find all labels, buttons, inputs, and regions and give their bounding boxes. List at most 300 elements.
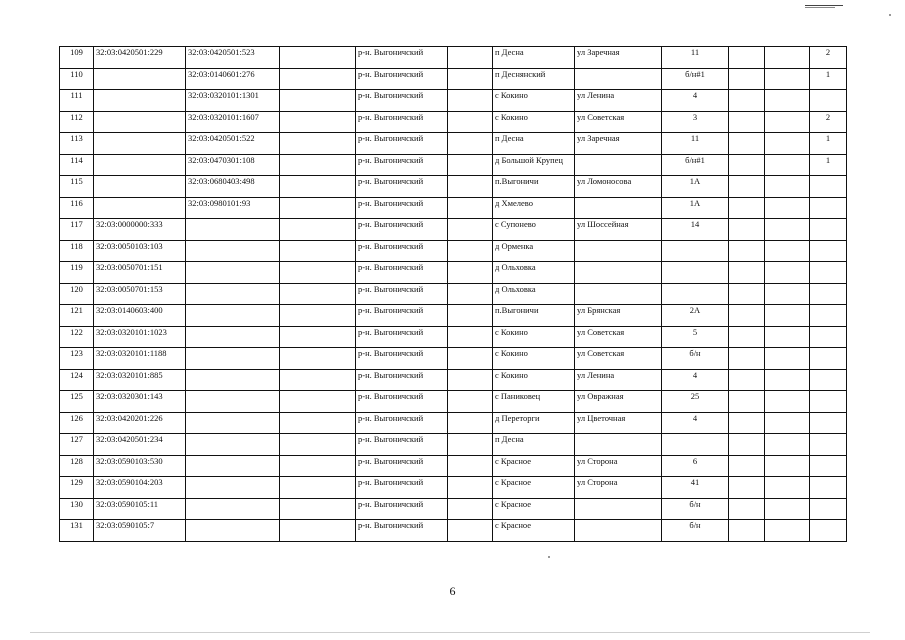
cadastral-number-cell: 32:03:0320101:1023 — [94, 326, 186, 348]
empty-cell — [448, 520, 493, 542]
table-row — [60, 240, 847, 262]
empty-cell — [765, 434, 810, 456]
house-number-cell: 11 — [662, 133, 729, 155]
quantity-cell — [810, 391, 847, 413]
table-row — [60, 348, 847, 370]
empty-cell — [765, 520, 810, 542]
empty-cell — [448, 68, 493, 90]
cadastral-number-cell: 32:03:0590105:11 — [94, 498, 186, 520]
row-number-cell: 124 — [60, 369, 94, 391]
settlement-cell: п.Выгоничи — [493, 176, 575, 198]
settlement-cell: п.Выгоничи — [493, 305, 575, 327]
district-cell: р-н. Выгоничский — [356, 154, 448, 176]
table-row — [60, 219, 847, 241]
empty-cell — [280, 369, 356, 391]
street-cell: ул Ленина — [575, 90, 662, 112]
row-number-cell: 121 — [60, 305, 94, 327]
house-number-cell: 1А — [662, 176, 729, 198]
empty-cell — [765, 262, 810, 284]
quantity-cell — [810, 240, 847, 262]
district-cell: р-н. Выгоничский — [356, 176, 448, 198]
row-number-cell: 113 — [60, 133, 94, 155]
quantity-cell — [810, 90, 847, 112]
cadastral-number-cell: 32:03:0590104:203 — [94, 477, 186, 499]
empty-cell — [729, 305, 765, 327]
row-number-cell: 116 — [60, 197, 94, 219]
settlement-cell: д Орменка — [493, 240, 575, 262]
row-number-cell: 125 — [60, 391, 94, 413]
object-cadastral-number-cell: 32:03:0320101:1607 — [186, 111, 280, 133]
empty-cell — [765, 133, 810, 155]
district-cell: р-н. Выгоничский — [356, 68, 448, 90]
house-number-cell: 14 — [662, 219, 729, 241]
district-cell: р-н. Выгоничский — [356, 283, 448, 305]
table-row — [60, 90, 847, 112]
empty-cell — [448, 111, 493, 133]
house-number-cell — [662, 240, 729, 262]
object-cadastral-number-cell — [186, 348, 280, 370]
district-cell: р-н. Выгоничский — [356, 498, 448, 520]
empty-cell — [765, 305, 810, 327]
district-cell: р-н. Выгоничский — [356, 477, 448, 499]
street-cell — [575, 498, 662, 520]
settlement-cell: с Кокино — [493, 326, 575, 348]
empty-cell — [448, 369, 493, 391]
street-cell: ул Заречная — [575, 47, 662, 69]
empty-cell — [280, 262, 356, 284]
table-row — [60, 68, 847, 90]
row-number-cell: 126 — [60, 412, 94, 434]
empty-cell — [448, 412, 493, 434]
empty-cell — [729, 197, 765, 219]
quantity-cell — [810, 283, 847, 305]
empty-cell — [729, 498, 765, 520]
district-cell: р-н. Выгоничский — [356, 197, 448, 219]
empty-cell — [448, 348, 493, 370]
empty-cell — [448, 326, 493, 348]
object-cadastral-number-cell — [186, 391, 280, 413]
quantity-cell — [810, 455, 847, 477]
district-cell: р-н. Выгоничский — [356, 434, 448, 456]
row-number-cell: 119 — [60, 262, 94, 284]
district-cell: р-н. Выгоничский — [356, 133, 448, 155]
cadastral-number-cell — [94, 154, 186, 176]
row-number-cell: 117 — [60, 219, 94, 241]
row-number-cell: 120 — [60, 283, 94, 305]
empty-cell — [729, 283, 765, 305]
table-row — [60, 412, 847, 434]
corner-mark-secondary — [805, 7, 835, 8]
street-cell — [575, 262, 662, 284]
house-number-cell: 25 — [662, 391, 729, 413]
table-row — [60, 391, 847, 413]
quantity-cell — [810, 197, 847, 219]
settlement-cell: с Кокино — [493, 111, 575, 133]
object-cadastral-number-cell — [186, 283, 280, 305]
cadastral-number-cell — [94, 68, 186, 90]
empty-cell — [729, 455, 765, 477]
district-cell: р-н. Выгоничский — [356, 111, 448, 133]
street-cell: ул Ломоносова — [575, 176, 662, 198]
page-number: 6 — [449, 584, 456, 598]
table-row — [60, 326, 847, 348]
table-row — [60, 47, 847, 69]
district-cell: р-н. Выгоничский — [356, 412, 448, 434]
empty-cell — [765, 283, 810, 305]
empty-cell — [729, 262, 765, 284]
row-number-cell: 128 — [60, 455, 94, 477]
row-number-cell: 122 — [60, 326, 94, 348]
scan-speck — [548, 556, 550, 558]
house-number-cell: 5 — [662, 326, 729, 348]
empty-cell — [280, 348, 356, 370]
table-row — [60, 477, 847, 499]
empty-cell — [280, 305, 356, 327]
object-cadastral-number-cell — [186, 305, 280, 327]
table-row — [60, 197, 847, 219]
quantity-cell — [810, 477, 847, 499]
settlement-cell: д Переторги — [493, 412, 575, 434]
cadastral-number-cell: 32:03:0140603:400 — [94, 305, 186, 327]
empty-cell — [765, 240, 810, 262]
empty-cell — [280, 326, 356, 348]
object-cadastral-number-cell — [186, 434, 280, 456]
district-cell: р-н. Выгоничский — [356, 305, 448, 327]
house-number-cell: 4 — [662, 369, 729, 391]
cadastral-number-cell — [94, 197, 186, 219]
row-number-cell: 115 — [60, 176, 94, 198]
table-row — [60, 434, 847, 456]
quantity-cell: 1 — [810, 133, 847, 155]
cadastral-number-cell: 32:03:0420201:226 — [94, 412, 186, 434]
street-cell: ул Советская — [575, 111, 662, 133]
quantity-cell — [810, 348, 847, 370]
empty-cell — [448, 133, 493, 155]
empty-cell — [729, 68, 765, 90]
object-cadastral-number-cell: 32:03:0420501:523 — [186, 47, 280, 69]
table-row — [60, 498, 847, 520]
quantity-cell — [810, 369, 847, 391]
district-cell: р-н. Выгоничский — [356, 90, 448, 112]
empty-cell — [765, 412, 810, 434]
empty-cell — [765, 47, 810, 69]
quantity-cell: 2 — [810, 111, 847, 133]
row-number-cell: 129 — [60, 477, 94, 499]
empty-cell — [729, 348, 765, 370]
settlement-cell: с Красное — [493, 498, 575, 520]
empty-cell — [765, 498, 810, 520]
object-cadastral-number-cell — [186, 498, 280, 520]
cadastral-number-cell: 32:03:0050701:151 — [94, 262, 186, 284]
empty-cell — [280, 154, 356, 176]
empty-cell — [729, 154, 765, 176]
empty-cell — [280, 434, 356, 456]
house-number-cell: 2А — [662, 305, 729, 327]
street-cell: ул Советская — [575, 348, 662, 370]
table-row — [60, 520, 847, 542]
cadastral-number-cell: 32:03:0000000:333 — [94, 219, 186, 241]
empty-cell — [729, 477, 765, 499]
empty-cell — [280, 455, 356, 477]
empty-cell — [448, 262, 493, 284]
registry-table — [59, 46, 847, 542]
cadastral-number-cell — [94, 111, 186, 133]
empty-cell — [280, 133, 356, 155]
house-number-cell: б/н — [662, 348, 729, 370]
empty-cell — [448, 498, 493, 520]
table-row — [60, 455, 847, 477]
empty-cell — [765, 369, 810, 391]
quantity-cell — [810, 219, 847, 241]
street-cell — [575, 197, 662, 219]
house-number-cell: 1А — [662, 197, 729, 219]
empty-cell — [765, 348, 810, 370]
district-cell: р-н. Выгоничский — [356, 262, 448, 284]
street-cell — [575, 520, 662, 542]
settlement-cell: д Ольховка — [493, 262, 575, 284]
settlement-cell: д Хмелево — [493, 197, 575, 219]
scan-artifact-line — [30, 632, 870, 633]
cadastral-number-cell: 32:03:0050103:103 — [94, 240, 186, 262]
empty-cell — [729, 369, 765, 391]
settlement-cell: с Супонево — [493, 219, 575, 241]
quantity-cell — [810, 262, 847, 284]
empty-cell — [729, 133, 765, 155]
street-cell: ул Овражная — [575, 391, 662, 413]
object-cadastral-number-cell: 32:03:0470301:108 — [186, 154, 280, 176]
empty-cell — [280, 68, 356, 90]
cadastral-number-cell: 32:03:0590103:530 — [94, 455, 186, 477]
row-number-cell: 127 — [60, 434, 94, 456]
object-cadastral-number-cell — [186, 455, 280, 477]
cadastral-number-cell — [94, 90, 186, 112]
empty-cell — [729, 434, 765, 456]
corner-mark — [805, 5, 843, 6]
object-cadastral-number-cell: 32:03:0420501:522 — [186, 133, 280, 155]
quantity-cell — [810, 412, 847, 434]
row-number-cell: 123 — [60, 348, 94, 370]
empty-cell — [280, 391, 356, 413]
district-cell: р-н. Выгоничский — [356, 219, 448, 241]
empty-cell — [729, 240, 765, 262]
object-cadastral-number-cell — [186, 219, 280, 241]
empty-cell — [280, 176, 356, 198]
row-number-cell: 110 — [60, 68, 94, 90]
house-number-cell: б/н#1 — [662, 68, 729, 90]
object-cadastral-number-cell — [186, 477, 280, 499]
empty-cell — [729, 391, 765, 413]
table-row — [60, 154, 847, 176]
object-cadastral-number-cell — [186, 520, 280, 542]
table-row — [60, 176, 847, 198]
district-cell: р-н. Выгоничский — [356, 455, 448, 477]
district-cell: р-н. Выгоничский — [356, 520, 448, 542]
quantity-cell: 2 — [810, 47, 847, 69]
scan-speck — [889, 14, 891, 16]
row-number-cell: 130 — [60, 498, 94, 520]
empty-cell — [765, 197, 810, 219]
registry-table-body — [60, 47, 847, 542]
table-row — [60, 305, 847, 327]
settlement-cell: с Кокино — [493, 369, 575, 391]
cadastral-number-cell — [94, 133, 186, 155]
row-number-cell: 112 — [60, 111, 94, 133]
empty-cell — [448, 455, 493, 477]
street-cell — [575, 240, 662, 262]
empty-cell — [765, 68, 810, 90]
row-number-cell: 131 — [60, 520, 94, 542]
table-row — [60, 111, 847, 133]
street-cell: ул Заречная — [575, 133, 662, 155]
row-number-cell: 118 — [60, 240, 94, 262]
cadastral-number-cell: 32:03:0050701:153 — [94, 283, 186, 305]
quantity-cell — [810, 498, 847, 520]
settlement-cell: п Десна — [493, 47, 575, 69]
street-cell: ул Сторона — [575, 477, 662, 499]
object-cadastral-number-cell: 32:03:0320101:1301 — [186, 90, 280, 112]
settlement-cell: с Красное — [493, 455, 575, 477]
table-row — [60, 283, 847, 305]
settlement-cell: д Ольховка — [493, 283, 575, 305]
object-cadastral-number-cell — [186, 262, 280, 284]
empty-cell — [448, 154, 493, 176]
table-row — [60, 369, 847, 391]
empty-cell — [765, 90, 810, 112]
street-cell: ул Ленина — [575, 369, 662, 391]
house-number-cell: б/н — [662, 520, 729, 542]
house-number-cell — [662, 283, 729, 305]
empty-cell — [448, 90, 493, 112]
house-number-cell: б/н — [662, 498, 729, 520]
empty-cell — [448, 240, 493, 262]
district-cell: р-н. Выгоничский — [356, 348, 448, 370]
settlement-cell: с Красное — [493, 520, 575, 542]
cadastral-number-cell: 32:03:0420501:229 — [94, 47, 186, 69]
cadastral-number-cell: 32:03:0420501:234 — [94, 434, 186, 456]
object-cadastral-number-cell — [186, 240, 280, 262]
cadastral-number-cell — [94, 176, 186, 198]
row-number-cell: 111 — [60, 90, 94, 112]
house-number-cell: 4 — [662, 412, 729, 434]
empty-cell — [280, 477, 356, 499]
street-cell: ул Брянская — [575, 305, 662, 327]
empty-cell — [765, 154, 810, 176]
empty-cell — [765, 176, 810, 198]
object-cadastral-number-cell — [186, 369, 280, 391]
street-cell — [575, 68, 662, 90]
empty-cell — [280, 240, 356, 262]
empty-cell — [729, 111, 765, 133]
quantity-cell — [810, 326, 847, 348]
settlement-cell: с Кокино — [493, 90, 575, 112]
quantity-cell: 1 — [810, 154, 847, 176]
object-cadastral-number-cell: 32:03:0140601:276 — [186, 68, 280, 90]
empty-cell — [448, 219, 493, 241]
empty-cell — [765, 326, 810, 348]
settlement-cell: п Десна — [493, 434, 575, 456]
empty-cell — [280, 197, 356, 219]
object-cadastral-number-cell: 32:03:0680403:498 — [186, 176, 280, 198]
settlement-cell: с Кокино — [493, 348, 575, 370]
row-number-cell: 109 — [60, 47, 94, 69]
empty-cell — [448, 176, 493, 198]
empty-cell — [448, 305, 493, 327]
empty-cell — [729, 219, 765, 241]
empty-cell — [448, 391, 493, 413]
cadastral-number-cell: 32:03:0320101:1188 — [94, 348, 186, 370]
house-number-cell: 3 — [662, 111, 729, 133]
settlement-cell: д Большой Крупец — [493, 154, 575, 176]
district-cell: р-н. Выгоничский — [356, 240, 448, 262]
house-number-cell: 6 — [662, 455, 729, 477]
quantity-cell — [810, 305, 847, 327]
quantity-cell — [810, 520, 847, 542]
district-cell: р-н. Выгоничский — [356, 47, 448, 69]
cadastral-number-cell: 32:03:0320301:143 — [94, 391, 186, 413]
settlement-cell: п Деснянский — [493, 68, 575, 90]
object-cadastral-number-cell — [186, 326, 280, 348]
quantity-cell: 1 — [810, 68, 847, 90]
empty-cell — [448, 47, 493, 69]
empty-cell — [765, 111, 810, 133]
street-cell — [575, 154, 662, 176]
house-number-cell: 41 — [662, 477, 729, 499]
house-number-cell: 4 — [662, 90, 729, 112]
empty-cell — [448, 283, 493, 305]
row-number-cell: 114 — [60, 154, 94, 176]
empty-cell — [280, 219, 356, 241]
empty-cell — [280, 90, 356, 112]
street-cell — [575, 283, 662, 305]
empty-cell — [729, 520, 765, 542]
settlement-cell: п Десна — [493, 133, 575, 155]
table-row — [60, 262, 847, 284]
empty-cell — [448, 197, 493, 219]
empty-cell — [765, 219, 810, 241]
street-cell: ул Сторона — [575, 455, 662, 477]
empty-cell — [280, 47, 356, 69]
street-cell: ул Цветочная — [575, 412, 662, 434]
district-cell: р-н. Выгоничский — [356, 391, 448, 413]
empty-cell — [729, 47, 765, 69]
settlement-cell: с Паниковец — [493, 391, 575, 413]
house-number-cell — [662, 262, 729, 284]
empty-cell — [280, 283, 356, 305]
object-cadastral-number-cell: 32:03:0980101:93 — [186, 197, 280, 219]
empty-cell — [729, 90, 765, 112]
street-cell: ул Советская — [575, 326, 662, 348]
cadastral-number-cell: 32:03:0590105:7 — [94, 520, 186, 542]
house-number-cell: б/н#1 — [662, 154, 729, 176]
empty-cell — [280, 111, 356, 133]
empty-cell — [448, 434, 493, 456]
empty-cell — [765, 455, 810, 477]
empty-cell — [729, 412, 765, 434]
empty-cell — [448, 477, 493, 499]
settlement-cell: с Красное — [493, 477, 575, 499]
district-cell: р-н. Выгоничский — [356, 369, 448, 391]
street-cell — [575, 434, 662, 456]
empty-cell — [765, 391, 810, 413]
empty-cell — [729, 326, 765, 348]
empty-cell — [280, 412, 356, 434]
district-cell: р-н. Выгоничский — [356, 326, 448, 348]
empty-cell — [280, 520, 356, 542]
empty-cell — [765, 477, 810, 499]
cadastral-number-cell: 32:03:0320101:885 — [94, 369, 186, 391]
object-cadastral-number-cell — [186, 412, 280, 434]
quantity-cell — [810, 176, 847, 198]
